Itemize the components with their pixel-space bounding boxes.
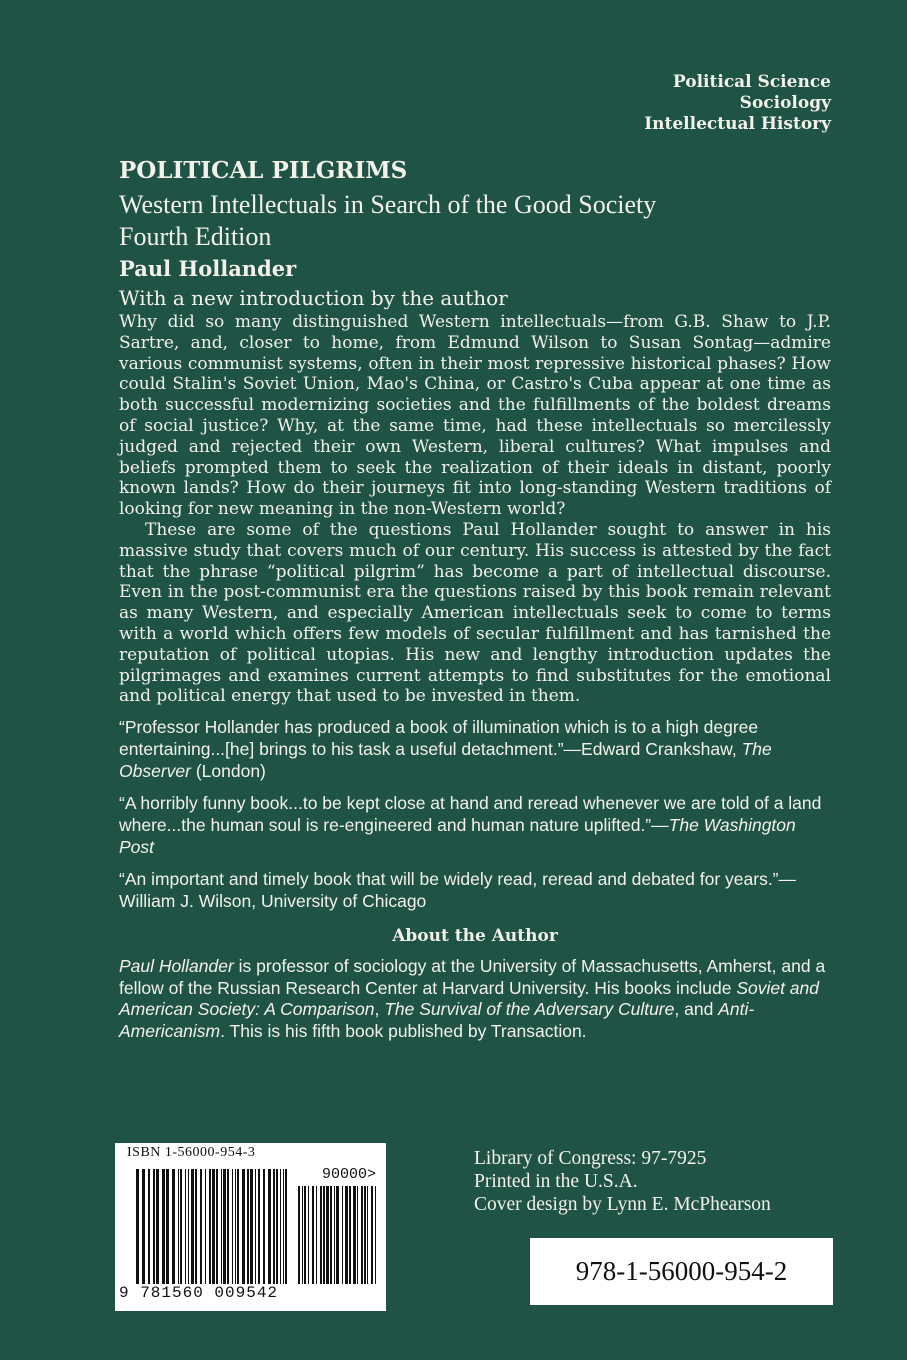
barcode bbox=[115, 1143, 386, 1311]
about-author-text: Paul Hollander is professor of sociology at the University of Massachusetts, Amherst, and a fellow of the Russian Research Center at Harvard University. His books include Soviet and American Society: A Comparison, The Survival of the Adversary Culture, and Anti-Americanism. This is his fifth book published by Transaction. bbox=[119, 956, 826, 1041]
description-paragraph-2: These are some of the questions Paul Hollander sought to answer in his massive study that covers much of our century. His success is attested by the fact that the phrase “political pilgrim” has become a part of intellectual discourse. Even in the post-communist era the questions raised by this book remain relevant as many Western, and especially American intellectuals seek to come to terms with a world which offers few models of secular fulfillment and has tarnished the reputation of political utopias. His new and lengthy introduction updates the pilgrimages and examines current attempts to find substitutes for the emotional and political energy that used to be invested in them. bbox=[119, 519, 831, 707]
barcode-addon-bars bbox=[297, 1186, 379, 1284]
book-author: Paul Hollander bbox=[119, 256, 297, 281]
printed-in: Printed in the U.S.A. bbox=[474, 1171, 638, 1192]
back-cover-content bbox=[119, 157, 831, 1042]
review-quote: “Professor Hollander has produced a book of illumination which is to a high degree entertaining...[he] brings to his task a useful detachment.”—Edward Crankshaw, The Observer (London) bbox=[119, 717, 772, 782]
book-title: POLITICAL PILGRIMS bbox=[119, 157, 408, 184]
barcode-digits: 9 781560 009542 bbox=[119, 1284, 279, 1302]
book-edition: Fourth Edition bbox=[119, 222, 272, 251]
review-quote: “A horribly funny book...to be kept close at hand and reread whenever we are told of a land where...the human soul is re-engineered and human nature uplifted.”—The Washington Post bbox=[119, 793, 822, 858]
category-political-science: Political Science bbox=[672, 72, 831, 92]
review-quote: “An important and timely book that will be widely read, reread and debated for years.”—William J. Wilson, University of Chicago bbox=[119, 869, 797, 912]
category-sociology: Sociology bbox=[739, 93, 831, 113]
book-subtitle: Western Intellectuals in Search of the Good Society bbox=[119, 190, 657, 219]
barcode-price-code: 90000> bbox=[321, 1166, 376, 1183]
barcode-isbn-label: ISBN 1-56000-954-3 bbox=[127, 1145, 256, 1160]
isbn13-label: 978-1-56000-954-2 bbox=[530, 1238, 833, 1305]
library-of-congress: Library of Congress: 97-7925 bbox=[474, 1148, 707, 1169]
about-author bbox=[119, 956, 831, 1042]
about-author-heading: About the Author bbox=[392, 926, 558, 947]
subject-categories bbox=[644, 72, 831, 135]
review-quotes bbox=[119, 716, 831, 912]
barcode-bars bbox=[135, 1169, 289, 1284]
cover-design: Cover design by Lynn E. McPhearson bbox=[474, 1194, 771, 1215]
category-intellectual-history: Intellectual History bbox=[644, 114, 831, 134]
description-paragraph-1: Why did so many distinguished Western intellectuals—from G.B. Shaw to J.P. Sartre, and, closer to home, from Edmund Wilson to Susan Sontag—admire various communist systems, often in their most repressive historical phases? How could Stalin's Soviet Union, Mao's China, or Castro's Cuba appear at one time as both successful modernizing societies and the fulfillments of the boldest dreams of social justice? Why, at the same time, had these intellectuals so mercilessly judged and rejected their own Western, liberal cultures? What impulses and beliefs prompted them to seek the realization of their ideals in distant, poorly known lands? How do their journeys fit into long-standing Western traditions of looking for new meaning in the non-Western world? bbox=[119, 312, 831, 520]
description bbox=[119, 312, 831, 707]
colophon bbox=[474, 1147, 771, 1216]
intro-note: With a new introduction by the author bbox=[119, 286, 508, 310]
